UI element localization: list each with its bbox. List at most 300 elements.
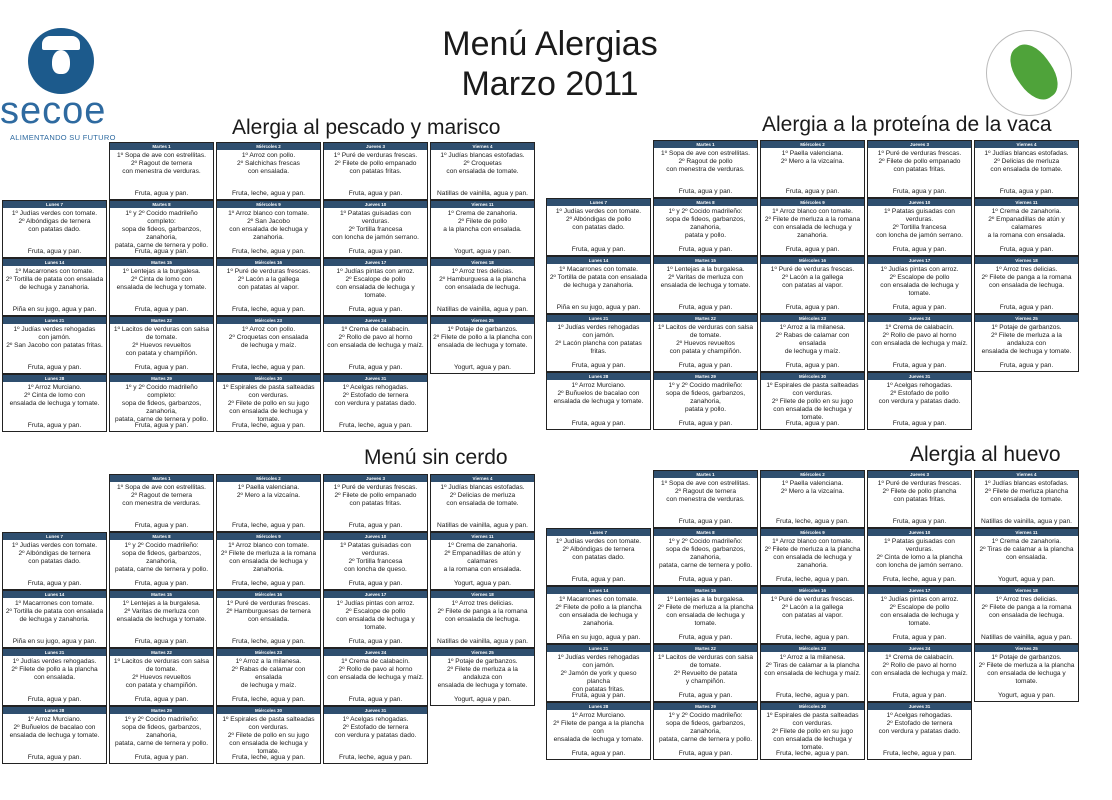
day-dishes: 1º y 2º Cocido madrileño: sopa de fideos, garbanzos, zanahoria, patata, carne de ternera y pollo. [114,542,209,573]
day-slot [430,532,535,590]
day-dessert: Fruta, agua y pan. [892,188,947,195]
day-dessert: Fruta, leche, agua y pan. [232,754,305,761]
day-header: Martes 1 [654,471,757,478]
vegetable-of-month-badge [986,30,1072,116]
day-dessert: Fruta, agua y pan. [571,576,626,583]
day-menu-cell [653,586,758,644]
day-header: Miércoles 16 [761,587,864,594]
day-dessert: Fruta, agua y pan. [348,306,403,313]
day-menu-cell [109,474,214,532]
day-dishes: 1º Patatas guisadas con verduras. 2º Tortilla francesa con loncha de jamón serrano. [332,210,419,241]
day-slot [430,590,535,648]
day-header: Martes 1 [110,143,213,150]
day-slot [974,256,1079,314]
day-menu-cell [867,314,972,372]
day-dishes: 1º Patatas guisadas con verduras. 2º Tortilla francesa con loncha de queso. [340,542,411,573]
day-dessert: Fruta, agua y pan. [134,522,189,529]
day-header: Viernes 11 [431,533,534,540]
week-row [546,470,1079,528]
day-menu-cell [2,590,107,648]
week-row [2,648,535,706]
day-dishes: 1º Arroz Murciano. 2º Cinta de lomo con ensalada de lechuga y tomate. [9,384,100,407]
day-dishes: 1º Sopa de ave con estrellitas. 2º Ragout de ternera con menestra de verduras. [661,480,750,503]
day-dessert: Fruta, agua y pan. [999,362,1054,369]
day-dessert: Fruta, leche, agua y pan. [232,306,305,313]
day-header: Jueves 31 [324,375,427,382]
day-slot [867,372,972,430]
day-header: Martes 8 [110,201,213,208]
day-dishes: 1º Potaje de garbanzos. 2º Filete de pollo a la plancha con ensalada de lechuga y tomate. [433,326,532,349]
day-menu-cell [546,198,651,256]
day-menu-cell [430,648,535,706]
day-menu-cell [109,532,214,590]
day-header: Lunes 14 [3,591,106,598]
day-slot [653,644,758,702]
day-menu-cell [653,314,758,372]
week-row [2,258,535,316]
day-dessert: Piña en su jugo, agua y pan. [12,306,97,313]
day-dishes: 1º Arroz blanco con tomate. 2º San Jacobo con ensalada de lechuga y zanahoria. [228,210,309,241]
day-dishes: 1º Arroz tres delicias. 2º Filete de panga a la romana con ensalada de lechuga. [981,266,1072,289]
day-header: Lunes 14 [547,257,650,264]
day-dessert: Fruta, agua y pan. [134,696,189,703]
day-dishes: 1º Crema de calabacín. 2º Rollo de pavo al horno con ensalada de lechuga y maíz. [871,324,968,347]
day-dishes: 1º Lentejas a la burgalesa. 2º Varitas de merluza con ensalada de lechuga y tomate. [660,266,751,289]
day-header: Viernes 4 [975,141,1078,148]
day-slot [760,314,865,372]
day-dishes: 1º Espirales de pasta salteadas con verduras. 2º Filete de pollo en su jugo con ensalada de lechuga y tomate. [766,712,859,751]
day-dishes: 1º Arroz tres delicias. 2º Filete de panga a la romana con ensalada de lechuga. [981,596,1072,619]
day-dishes: 1º Lacitos de verduras con salsa de tomate. 2º Huevos revueltos con patata y champiñón. [657,324,754,355]
day-slot [653,372,758,430]
day-dessert: Natillas de vainilla, agua y pan. [437,522,528,529]
day-slot [430,374,535,432]
day-dishes: 1º Arroz Murciano. 2º Buñuelos de bacalao con ensalada de lechuga y tomate. [553,382,644,405]
day-slot [974,314,1079,372]
day-dessert: Fruta, agua y pan. [571,692,626,699]
day-header: Martes 22 [110,317,213,324]
day-header: Miércoles 16 [761,257,864,264]
day-header: Lunes 28 [3,707,106,714]
day-slot [760,528,865,586]
week-row [2,374,535,432]
day-dessert: Fruta, leche, agua y pan. [232,696,305,703]
day-slot [323,200,428,258]
day-menu-cell [2,258,107,316]
day-menu-cell [867,372,972,430]
day-header: Jueves 3 [868,471,971,478]
day-slot [546,372,651,430]
day-menu-cell [760,470,865,528]
day-menu-cell [216,706,321,764]
day-slot [109,648,214,706]
day-dessert: Fruta, agua y pan. [678,576,733,583]
day-header: Jueves 10 [324,533,427,540]
day-header: Viernes 25 [431,317,534,324]
day-menu-cell [974,314,1079,372]
day-dishes: 1º Potaje de garbanzos. 2º Filete de merluza a la andaluza con ensalada de lechuga y tomate. [437,658,528,689]
day-dishes: 1º Sopa de ave con estrellitas. 2º Ragout de ternera con menestra de verduras. [117,152,206,175]
day-header: Viernes 4 [431,475,534,482]
day-slot [2,258,107,316]
day-dessert: Fruta, agua y pan. [892,420,947,427]
day-dessert: Fruta, agua y pan. [678,750,733,757]
day-header: Viernes 18 [975,257,1078,264]
day-menu-cell [323,142,428,200]
day-header: Miércoles 30 [761,703,864,710]
day-slot [216,706,321,764]
day-header: Jueves 17 [868,257,971,264]
day-header: Jueves 17 [868,587,971,594]
secoe-logo [0,28,140,140]
day-header: Martes 29 [654,703,757,710]
day-slot [653,198,758,256]
day-slot [323,474,428,532]
title-line-2: Marzo 2011 [461,65,639,103]
day-dishes: 1º Puré de verduras frescas. 2º Lacón a la gallega con patatas al vapor. [226,268,311,291]
day-dishes: 1º Judías pintas con arroz. 2º Escalope de pollo con ensalada de lechuga y tomate. [336,600,415,631]
day-header: Martes 8 [654,529,757,536]
day-slot [2,590,107,648]
day-menu-cell [2,200,107,258]
day-dessert: Fruta, agua y pan. [27,364,82,371]
day-slot [546,314,651,372]
day-dishes: 1º Judías verdes rehogadas con jamón. 2º Lacón plancha con patatas fritas. [555,324,642,355]
day-header: Miércoles 2 [761,141,864,148]
day-slot [109,200,214,258]
day-header: Viernes 11 [975,529,1078,536]
day-menu-cell [323,474,428,532]
day-menu-cell [974,586,1079,644]
day-dishes: 1º Puré de verduras frescas. 2º Lacón a la gallega con patatas al vapor. [770,596,855,619]
day-header: Viernes 4 [975,471,1078,478]
day-menu-cell [2,374,107,432]
day-dessert: Fruta, agua y pan. [892,362,947,369]
day-dessert: Fruta, agua y pan. [785,304,840,311]
day-dishes: 1º y 2º Cocido madrileño: sopa de fideos, garbanzos, zanahoria, patata y pollo. [665,382,746,413]
day-header: Viernes 4 [431,143,534,150]
day-dessert: Fruta, agua y pan. [892,246,947,253]
day-dessert: Fruta, leche, agua y pan. [232,522,305,529]
day-header: Martes 29 [110,707,213,714]
day-dishes: 1º Judías verdes con tomate. 2º Albóndigas de ternera con patatas dado. [11,542,98,565]
day-dishes: 1º Crema de calabacín. 2º Rollo de pavo al horno con ensalada de lechuga y maíz. [327,326,424,349]
day-dessert: Fruta, agua y pan. [134,638,189,645]
day-menu-cell [430,474,535,532]
day-header: Miércoles 16 [217,591,320,598]
day-dessert: Fruta, agua y pan. [678,246,733,253]
day-slot [430,258,535,316]
day-dishes: 1º Espirales de pasta salteadas con verduras. 2º Filete de pollo en su jugo con ensalada de lechuga y tomate. [222,384,315,423]
day-header: Miércoles 30 [217,375,320,382]
day-menu-cell [546,372,651,430]
day-menu-cell [216,474,321,532]
day-slot [430,316,535,374]
day-slot [974,586,1079,644]
week-row [546,702,1079,760]
day-menu-cell [974,256,1079,314]
week-row [546,644,1079,702]
day-slot [867,470,972,528]
day-dishes: 1º y 2º Cocido madrileño: sopa de fideos, garbanzos, zanahoria, patata y pollo. [665,208,746,239]
day-menu-cell [653,198,758,256]
day-dishes: 1º y 2º Cocido madrileño: sopa de fideos, garbanzos, zanahoria, patata, carne de ternera y pollo. [658,538,753,569]
day-dishes: 1º Arroz blanco con tomate. 2º Filete de merluza a la plancha con ensalada de lechuga y zanahoria. [764,538,861,569]
day-menu-cell [430,532,535,590]
day-dishes: 1º Acelgas rehogadas. 2º Estofado de ternera con verdura y patatas dado. [334,716,417,739]
day-header: Viernes 25 [975,645,1078,652]
day-dessert: Piña en su jugo, agua y pan. [12,638,97,645]
day-header: Jueves 24 [324,317,427,324]
day-header: Miércoles 2 [217,475,320,482]
day-header: Lunes 14 [547,587,650,594]
day-slot [216,258,321,316]
day-menu-cell [109,258,214,316]
day-dessert: Fruta, agua y pan. [348,248,403,255]
day-header: Miércoles 2 [217,143,320,150]
day-slot [760,256,865,314]
day-dishes: 1º Crema de calabacín. 2º Rollo de pavo al horno con ensalada de lechuga y maíz. [327,658,424,681]
day-dessert: Fruta, agua y pan. [348,638,403,645]
day-dessert: Yogurt, agua y pan. [998,692,1055,699]
day-header: Lunes 21 [3,649,106,656]
day-dessert: Fruta, agua y pan. [134,364,189,371]
day-header: Miércoles 23 [761,315,864,322]
day-menu-cell [867,198,972,256]
day-header: Martes 1 [110,475,213,482]
week-row [546,372,1079,430]
day-menu-cell [216,532,321,590]
day-slot [653,586,758,644]
day-menu-cell [867,586,972,644]
day-menu-cell [760,702,865,760]
day-dessert: Fruta, agua y pan. [892,304,947,311]
day-dessert: Fruta, leche, agua y pan. [232,422,305,429]
day-dishes: 1º Macarrones con tomate. 2º Tortilla de patata con ensalada de lechuga y zanahoria. [549,266,648,289]
day-dishes: 1º Lacitos de verduras con salsa de tomate. 2º Huevos revueltos con patata y champiñón. [113,326,210,357]
day-dishes: 1º Lentejas a la burgalesa. 2º Cinta de lomo con ensalada de lechuga y tomate. [116,268,207,291]
day-dessert: Fruta, agua y pan. [999,246,1054,253]
day-dessert: Fruta, agua y pan. [134,190,189,197]
day-dishes: 1º Judías blancas estofadas. 2º Croquetas con ensalada de tomate. [440,152,525,175]
day-slot [216,142,321,200]
day-header: Viernes 18 [975,587,1078,594]
day-slot [430,648,535,706]
day-menu-cell [216,258,321,316]
day-dessert: Natillas de vainilla, agua y pan. [437,306,528,313]
day-menu-cell [760,198,865,256]
day-slot [760,198,865,256]
day-menu-cell [653,256,758,314]
day-header: Martes 15 [110,591,213,598]
day-header: Martes 22 [654,315,757,322]
day-slot [546,198,651,256]
day-dishes: 1º Puré de verduras frescas. 2º Filete de pollo plancha con patatas fritas. [877,480,962,503]
day-dishes: 1º Lentejas a la burgalesa. 2º Filete de merluza a la plancha con ensalada de lechuga y tomate. [657,596,754,627]
day-dishes: 1º Crema de zanahoria. 2º Tiras de calamar a la plancha con ensalada. [979,538,1074,561]
day-dishes: 1º Judías verdes rehogadas. 2º Filete de pollo a la plancha con ensalada. [11,658,98,681]
day-menu-cell [760,140,865,198]
day-dessert: Fruta, leche, agua y pan. [776,518,849,525]
day-dessert: Fruta, agua y pan. [348,696,403,703]
day-slot [109,474,214,532]
day-slot [323,590,428,648]
day-menu-cell [867,140,972,198]
logo-text: secoe [0,90,107,132]
day-dessert: Natillas de vainilla, agua y pan. [981,634,1072,641]
day-menu-cell [216,648,321,706]
day-dishes: 1º Judías verdes con tomate. 2º Albóndigas de pollo con patatas dado. [555,208,642,231]
day-dishes: 1º Acelgas rehogadas. 2º Estofado de ternera con verdura y patatas dado. [878,712,961,735]
day-header: Jueves 24 [868,315,971,322]
day-menu-cell [216,142,321,200]
day-slot [653,256,758,314]
day-header: Jueves 3 [868,141,971,148]
day-menu-cell [2,316,107,374]
day-dessert: Fruta, agua y pan. [348,522,403,529]
day-dessert: Natillas de vainilla, agua y pan. [437,638,528,645]
day-header: Martes 8 [654,199,757,206]
day-dessert: Piña en su jugo, agua y pan. [556,304,641,311]
week-row [2,706,535,764]
day-dishes: 1º Espirales de pasta salteadas con verduras. 2º Filete de pollo en su jugo con ensalada de lechuga y tomate. [766,382,859,421]
day-header: Lunes 28 [3,375,106,382]
day-dessert: Piña en su jugo, agua y pan. [556,634,641,641]
day-dessert: Yogurt, agua y pan. [454,248,511,255]
chef-icon [28,28,94,94]
day-dessert: Fruta, agua y pan. [785,420,840,427]
day-dishes: 1º Puré de verduras frescas. 2º Filete de pollo empanado con patatas fritas. [333,152,418,175]
day-dessert: Fruta, agua y pan. [571,420,626,427]
day-dessert: Fruta, leche, agua y pan. [883,576,956,583]
day-dishes: 1º Judías verdes rehogadas con jamón. 2º Jamón de york y queso plancha con patatas fritas. [557,654,640,693]
day-slot [2,532,107,590]
week-row [546,256,1079,314]
day-dishes: 1º Potaje de garbanzos. 2º Filete de merluza a la plancha con ensalada de lechuga y tomate. [978,654,1075,685]
day-slot [867,702,972,760]
day-menu-cell [216,200,321,258]
day-header: Jueves 10 [868,529,971,536]
day-header: Miércoles 2 [761,471,864,478]
day-header: Martes 22 [110,649,213,656]
day-slot [760,644,865,702]
day-slot [216,532,321,590]
day-dessert: Fruta, agua y pan. [348,364,403,371]
day-header: Viernes 25 [431,649,534,656]
week-row [2,142,535,200]
day-header: Viernes 25 [975,315,1078,322]
day-dessert: Fruta, leche, agua y pan. [232,248,305,255]
day-slot [867,256,972,314]
day-slot [2,706,107,764]
day-dishes: 1º Puré de verduras frescas. 2º Lacón a la gallega con patatas al vapor. [770,266,855,289]
day-dessert: Fruta, agua y pan. [571,750,626,757]
day-dessert: Fruta, agua y pan. [27,422,82,429]
day-menu-cell [323,316,428,374]
day-dishes: 1º Macarrones con tomate. 2º Tortilla de patata con ensalada de lechuga y zanahoria. [5,268,104,291]
day-header: Lunes 7 [547,529,650,536]
day-slot [760,586,865,644]
day-slot [430,142,535,200]
week-row [2,532,535,590]
day-dessert: Yogurt, agua y pan. [454,696,511,703]
day-menu-cell [546,256,651,314]
day-dishes: 1º Sopa de ave con estrellitas. 2º Ragout de ternera con menestra de verduras. [117,484,206,507]
day-slot [867,314,972,372]
day-header: Lunes 7 [3,533,106,540]
day-dessert: Yogurt, agua y pan. [998,576,1055,583]
day-dessert: Fruta, agua y pan. [27,754,82,761]
day-dishes: 1º Puré de verduras frescas. 2º Hamburguesas de ternera con ensalada. [226,600,311,623]
day-dessert: Natillas de vainilla, agua y pan. [981,518,1072,525]
day-dishes: 1º Macarrones con tomate. 2º Tortilla de patata con ensalada de lechuga y zanahoria. [5,600,104,623]
day-slot [109,142,214,200]
day-dishes: 1º Paella valenciana. 2º Mero a la vizcaína. [780,480,845,495]
day-menu-cell [974,198,1079,256]
day-dessert: Fruta, agua y pan. [678,420,733,427]
day-menu-cell [323,706,428,764]
day-dessert: Fruta, agua y pan. [27,248,82,255]
day-menu-cell [546,586,651,644]
day-slot [974,470,1079,528]
day-dishes: 1º Lacitos de verduras con salsa de tomate. 2º Revuelto de patata y champiñón. [657,654,754,685]
day-menu-cell [216,374,321,432]
day-menu-cell [760,256,865,314]
day-dessert: Fruta, agua y pan. [785,246,840,253]
day-slot [760,702,865,760]
day-dishes: 1º Macarrones con tomate. 2º Filete de pollo a la plancha con ensalada de lechuga y zanahoria. [555,596,642,627]
day-slot [2,474,107,532]
day-menu-cell [546,644,651,702]
day-header: Martes 15 [110,259,213,266]
day-header: Miércoles 9 [761,199,864,206]
day-header: Jueves 3 [324,143,427,150]
day-slot [546,528,651,586]
day-dessert: Fruta, agua y pan. [571,246,626,253]
day-dishes: 1º Paella valenciana. 2º Mero a la vizcaína. [236,484,301,499]
day-header: Jueves 24 [868,645,971,652]
day-header: Martes 29 [110,375,213,382]
day-header: Martes 1 [654,141,757,148]
day-slot [216,374,321,432]
day-dishes: 1º Judías pintas con arroz. 2º Escalope de pollo con ensalada de lechuga y tomate. [880,596,959,627]
day-menu-cell [867,644,972,702]
day-slot [2,316,107,374]
day-dishes: 1º Crema de zanahoria. 2º Filete de pollo a la plancha con ensalada. [443,210,522,233]
day-dishes: 1º Acelgas rehogadas. 2º Estofado de ternera con verdura y patatas dado. [334,384,417,407]
day-dessert: Fruta, agua y pan. [27,580,82,587]
day-menu-cell [430,258,535,316]
day-dessert: Fruta, leche, agua y pan. [339,422,412,429]
day-header: Lunes 28 [547,703,650,710]
day-slot [216,590,321,648]
day-slot [760,372,865,430]
day-header: Lunes 14 [3,259,106,266]
day-dessert: Fruta, agua y pan. [134,580,189,587]
day-menu-cell [867,256,972,314]
day-dishes: 1º y 2º Cocido madrileño: sopa de fideos, garbanzos, zanahoria, patata, carne de ternera y pollo. [114,716,209,747]
day-dishes: 1º Arroz blanco con tomate. 2º Filete de merluza a la romana con ensalada de lechuga y zanahoria. [764,208,861,239]
day-slot [323,706,428,764]
day-menu-cell [216,590,321,648]
day-menu-cell [760,586,865,644]
day-dishes: 1º Lacitos de verduras con salsa de tomate. 2º Huevos revueltos con patata y champiñón. [113,658,210,689]
day-slot [974,702,1079,760]
week-row [2,474,535,532]
section-title-fish: Alergia al pescado y marisco [232,116,501,139]
day-menu-cell [323,200,428,258]
day-menu-cell [109,648,214,706]
